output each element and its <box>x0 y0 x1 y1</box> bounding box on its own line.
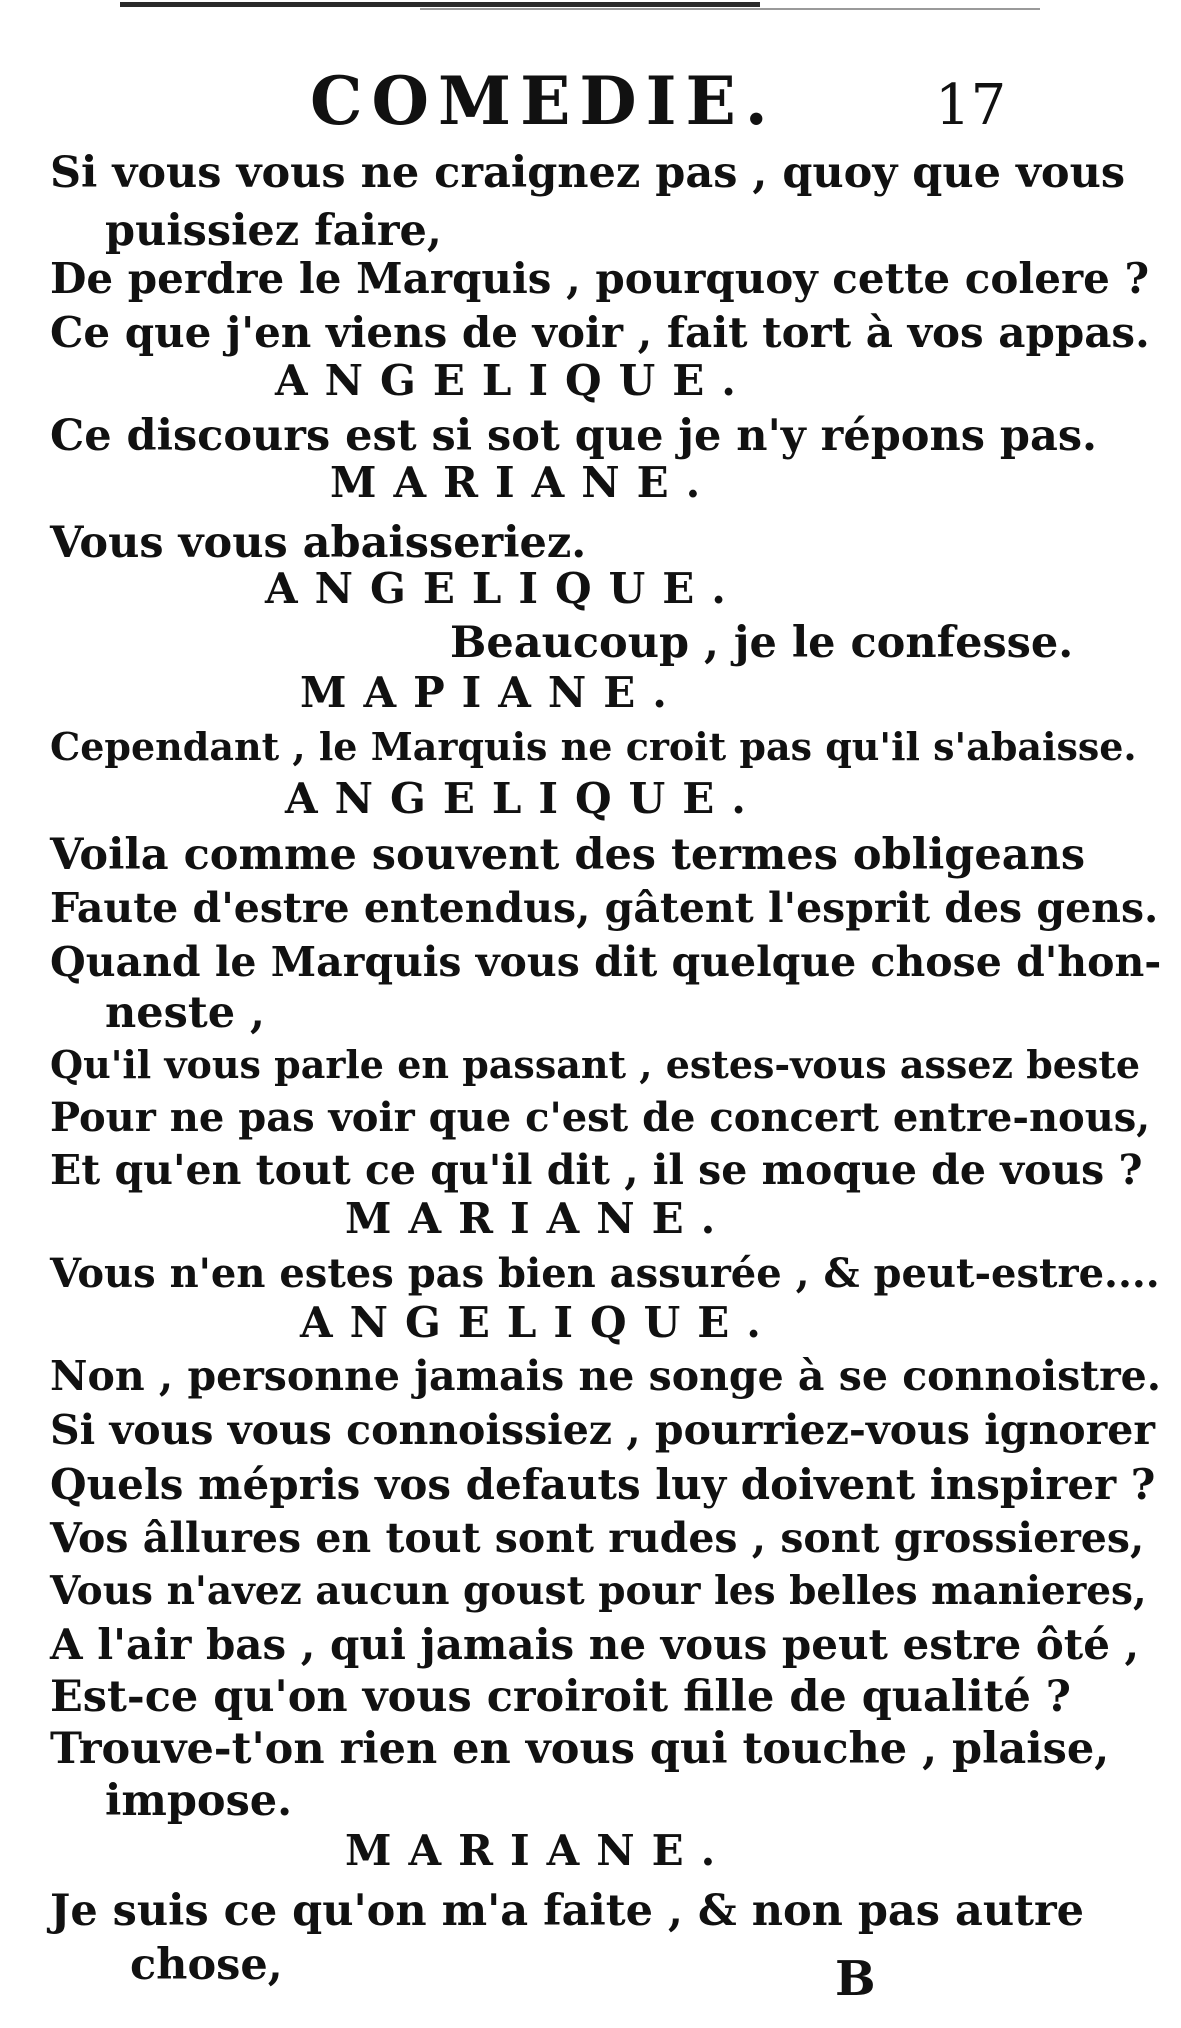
running-head: COMEDIE. <box>310 62 777 140</box>
verse-line: De perdre le Marquis , pourquoy cette colere ? <box>50 254 1150 303</box>
verse-line: A l'air bas , qui jamais ne vous peut estre ôté , <box>50 1620 1140 1669</box>
signature-mark: B <box>835 1951 876 2007</box>
speaker-name: ANGELIQUE. <box>285 774 763 823</box>
verse-line: Vous vous abaisseriez. <box>50 518 587 568</box>
speaker-name: MAPIANE. <box>300 668 684 717</box>
verse-line: Si vous vous ne craignez pas , quoy que vous <box>50 148 1126 198</box>
verse-line-continuation: Beaucoup , je le confesse. <box>450 618 1074 668</box>
speaker-name: MARIANE. <box>345 1826 733 1875</box>
verse-line: Est-ce qu'on vous croiroit fille de qualité ? <box>50 1672 1071 1722</box>
verse-line: Ce que j'en viens de voir , fait tort à vos appas. <box>50 308 1150 357</box>
verse-line: Si vous vous connoissiez , pourriez-vous ignorer <box>50 1406 1155 1454</box>
page-number: 17 <box>935 73 1007 138</box>
speaker-name: MARIANE. <box>345 1194 733 1243</box>
top-rule <box>120 2 760 7</box>
verse-line-continuation: puissiez faire, <box>105 206 442 256</box>
verse-line: Pour ne pas voir que c'est de concert entre-nous, <box>50 1094 1151 1141</box>
verse-line: Vous n'avez aucun goust pour les belles manieres, <box>50 1568 1147 1614</box>
verse-line: Voila comme souvent des termes obligeans <box>50 830 1086 880</box>
verse-line: Vos âllures en tout sont rudes , sont grossieres, <box>50 1514 1145 1562</box>
verse-line: Trouve-t'on rien en vous qui touche , plaise, <box>50 1724 1110 1774</box>
verse-line-continuation: impose. <box>105 1776 293 1826</box>
verse-line: Vous n'en estes pas bien assurée , & peut-estre.... <box>50 1250 1160 1297</box>
verse-line: Qu'il vous parle en passant , estes-vous assez beste <box>50 1042 1141 1087</box>
verse-line: Faute d'estre entendus, gâtent l'esprit des gens. <box>50 884 1159 932</box>
verse-line: Non , personne jamais ne songe à se connoistre. <box>50 1352 1162 1400</box>
speaker-name: MARIANE. <box>330 458 718 507</box>
speaker-name: ANGELIQUE. <box>275 356 753 405</box>
verse-line: Je suis ce qu'on m'a faite , & non pas autre <box>50 1886 1084 1936</box>
verse-line: Quels mépris vos defauts luy doivent inspirer ? <box>50 1460 1156 1509</box>
verse-line-continuation: chose, <box>130 1940 283 1990</box>
verse-line: Cependant , le Marquis ne croit pas qu'il s'abaisse. <box>50 724 1137 769</box>
top-rule-thin <box>420 8 1040 10</box>
verse-line-continuation: neste , <box>105 988 265 1038</box>
speaker-name: ANGELIQUE. <box>265 564 743 613</box>
verse-line: Quand le Marquis vous dit quelque chose d'hon- <box>50 938 1162 986</box>
verse-line: Et qu'en tout ce qu'il dit , il se moque de vous ? <box>50 1146 1143 1194</box>
verse-line: Ce discours est si sot que je n'y répons pas. <box>50 411 1097 461</box>
speaker-name: ANGELIQUE. <box>300 1298 778 1347</box>
